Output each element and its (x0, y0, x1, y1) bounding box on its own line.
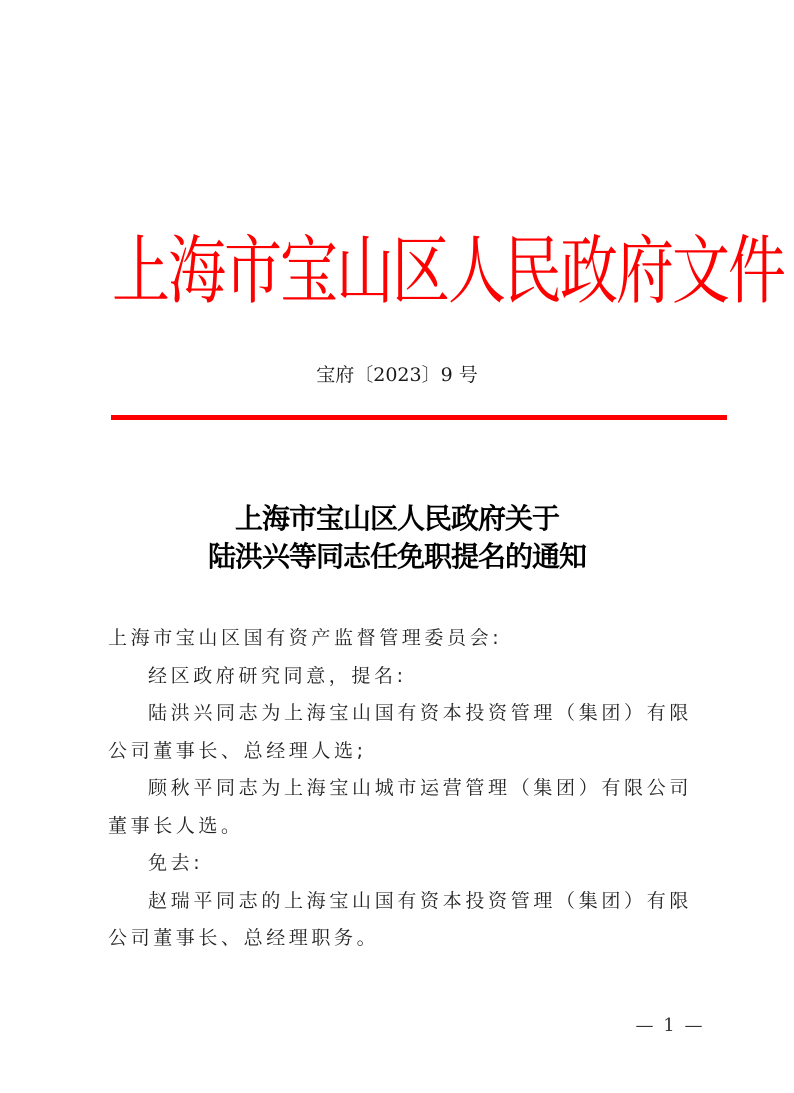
title-line-2: 陆洪兴等同志任免职提名的通知 (207, 540, 586, 573)
body-paragraph: 赵瑞平同志的上海宝山国有资本投资管理（集团）有限公司董事长、总经理职务。 (108, 889, 692, 949)
document-body (108, 620, 692, 958)
body-paragraph: 顾秋平同志为上海宝山城市运营管理（集团）有限公司董事长人选。 (108, 777, 692, 837)
title-line-1: 上海市宝山区人民政府关于 (234, 502, 559, 535)
document-number: 宝府〔2023〕9 号 (316, 364, 478, 386)
body-paragraph: 免去: (148, 852, 204, 874)
document-masthead: 上海市宝山区人民政府文件 (112, 227, 785, 315)
body-paragraph: 陆洪兴同志为上海宝山国有资本投资管理（集团）有限公司董事长、总经理人选; (108, 702, 692, 762)
document-title (0, 500, 794, 576)
page-number: — 1 — (635, 1015, 705, 1036)
red-divider-rule (111, 415, 727, 420)
body-paragraph: 经区政府研究同意，提名: (148, 664, 407, 687)
addressee: 上海市宝山区国有资产监督管理委员会: (108, 627, 503, 649)
